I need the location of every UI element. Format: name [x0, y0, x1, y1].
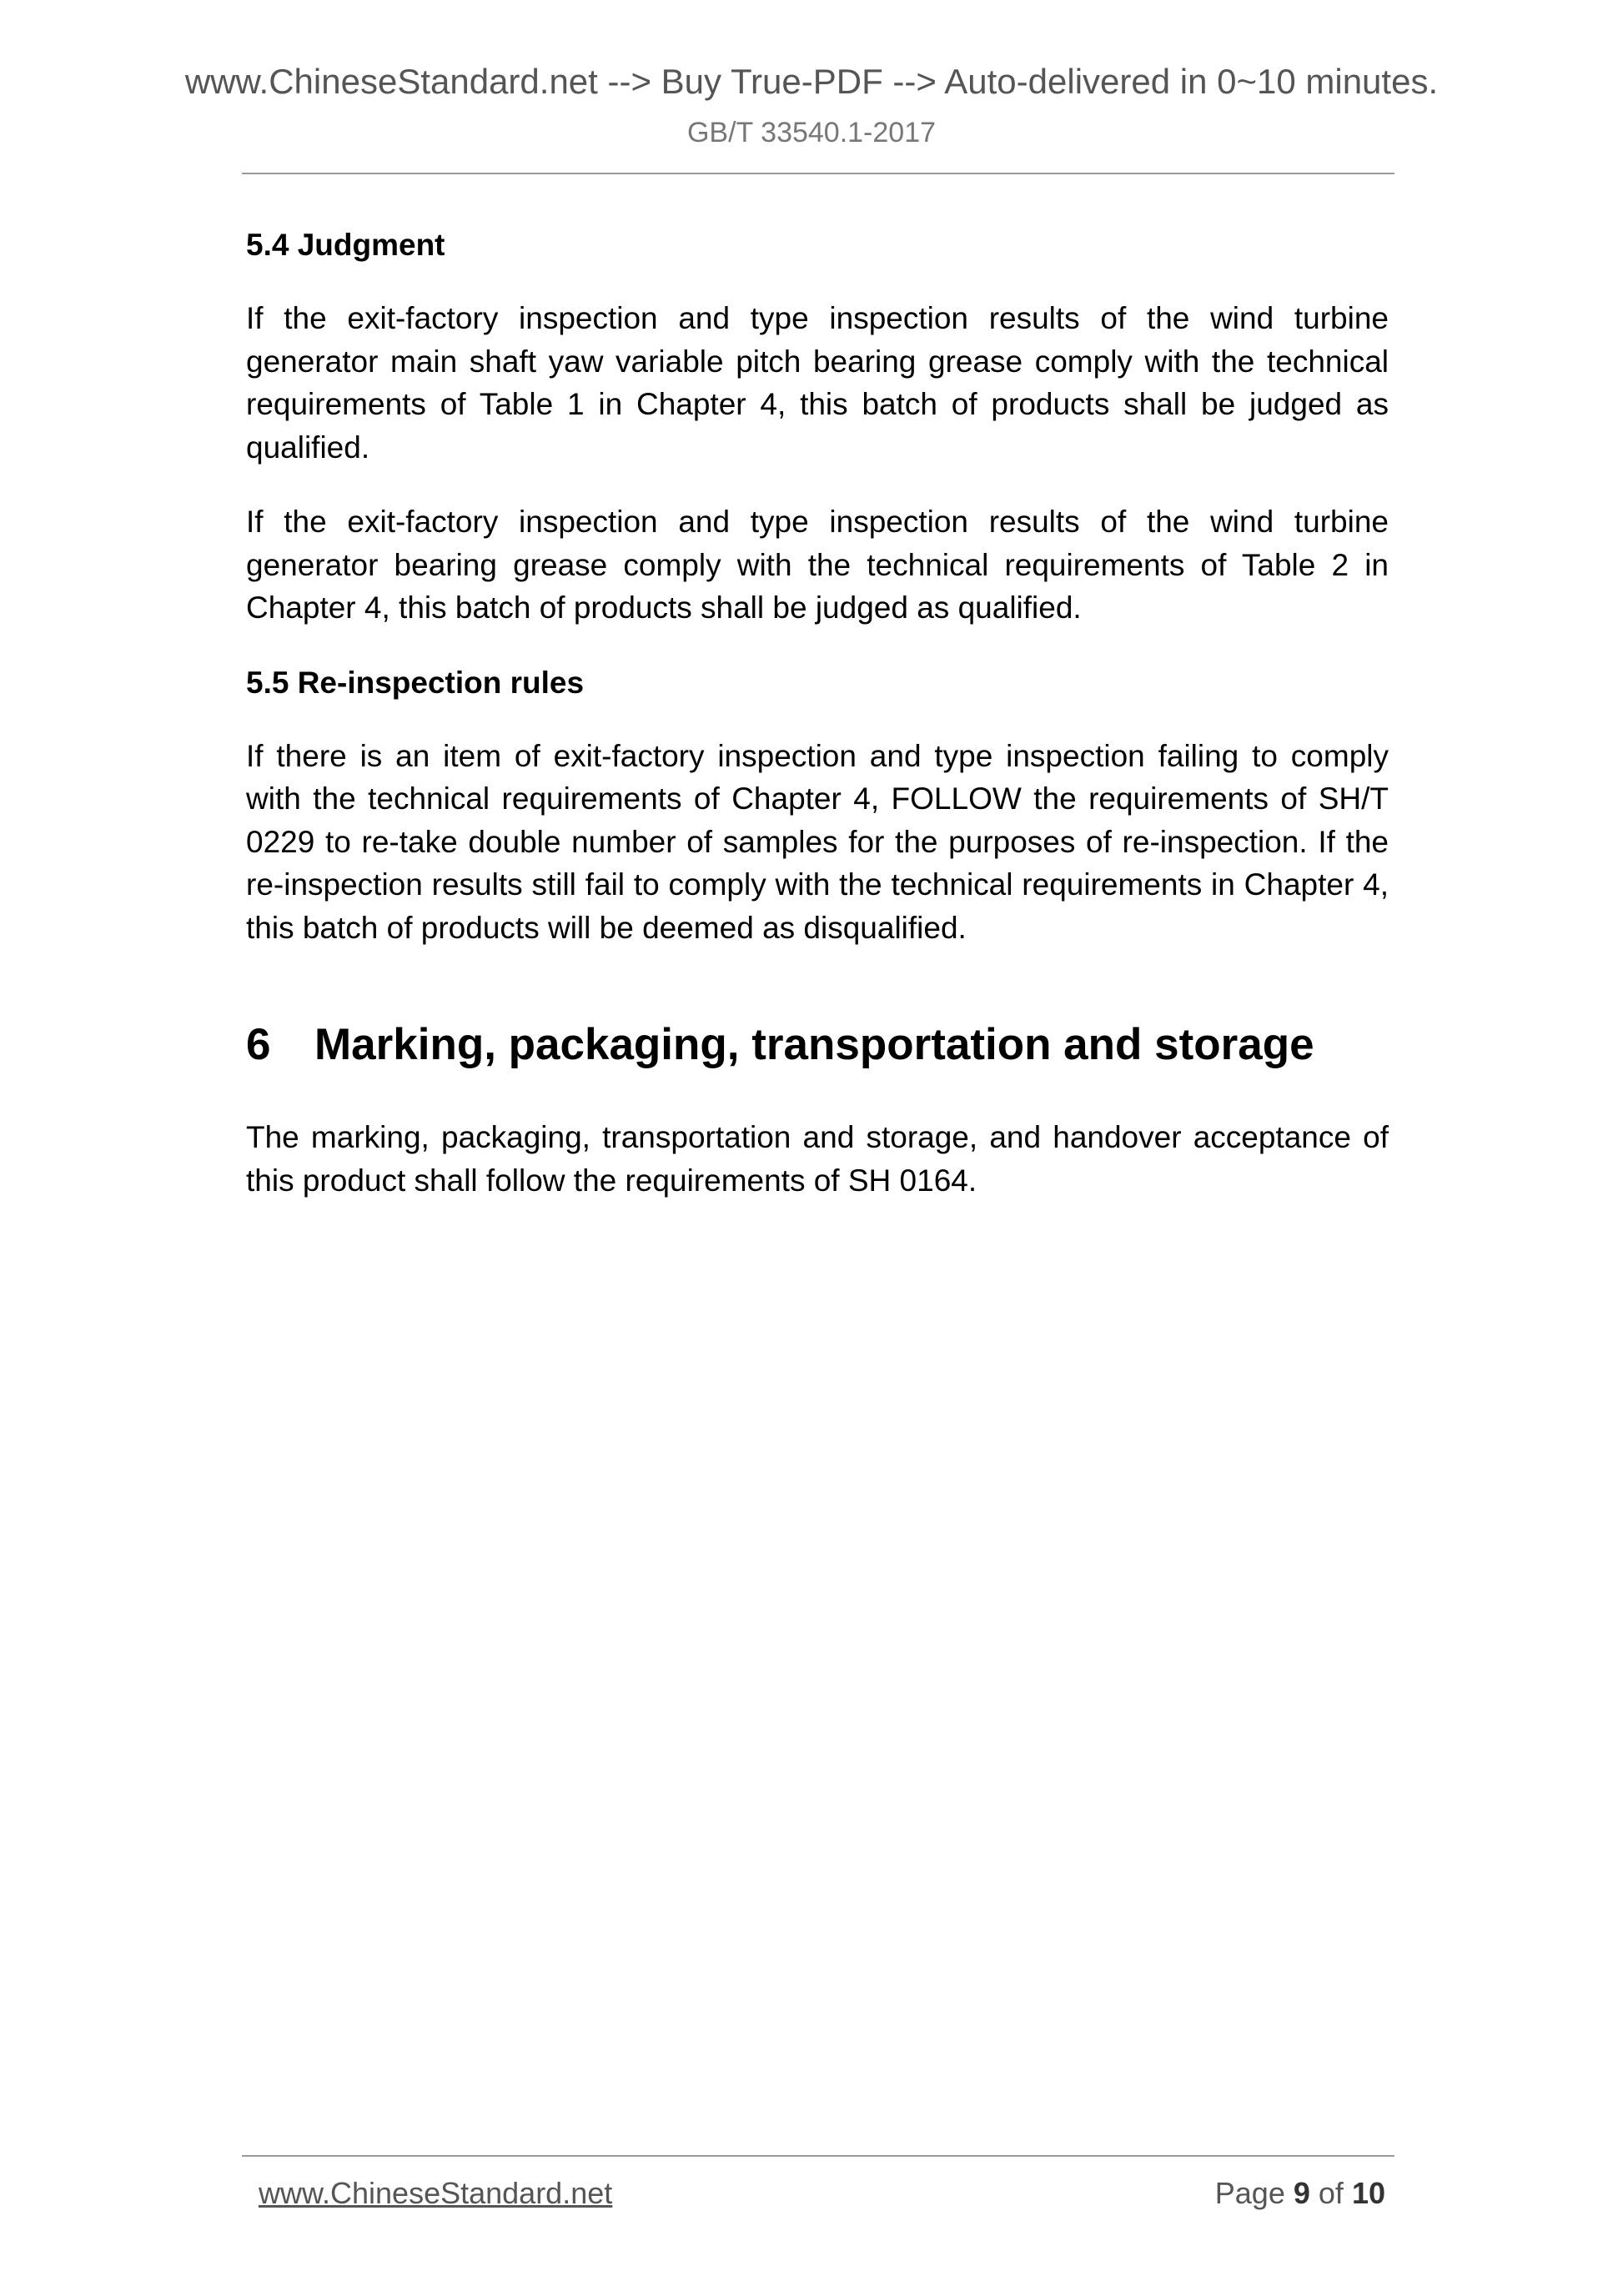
page-label: Page: [1214, 2176, 1285, 2210]
header-banner: www.ChineseStandard.net --> Buy True-PDF --> Auto-delivered in 0~10 minutes.: [184, 62, 1439, 101]
paragraph-5-5-1: If there is an item of exit-factory inspection and type inspection failing to comply with the technical requirements of Chapter 4, FOLLOW the requirements of SH/T 0229 to re-take double number of samples for the purposes of re-inspection. If the re-inspection results still fail to comply with the technical requirements in Chapter 4, this batch of products will be deemed as disqualified.: [246, 738, 1389, 945]
footer-divider: [242, 2155, 1394, 2157]
chapter-number: 6: [246, 1020, 271, 1069]
chapter-heading-6: [246, 1016, 1389, 1074]
header-divider: [242, 173, 1394, 174]
paragraph-5-4-1: If the exit-factory inspection and type inspection results of the wind turbine generator main shaft yaw variable pitch bearing grease comply with the technical requirements of Table 1 in Chapter 4, this batch of products shall be judged as qualified.: [246, 301, 1389, 465]
page-total: 10: [1351, 2176, 1385, 2210]
chapter-title: Marking, packaging, transportation and storage: [314, 1020, 1314, 1069]
page-of-label: of: [1318, 2176, 1344, 2210]
header-document-id: GB/T 33540.1-2017: [686, 117, 937, 148]
page-current: 9: [1293, 2176, 1310, 2210]
page-number: [1215, 2175, 1385, 2211]
section-heading-5-5: 5.5 Re-inspection rules: [246, 665, 585, 700]
page-content: [246, 224, 1389, 1233]
paragraph-5-4-2: If the exit-factory inspection and type inspection results of the wind turbine generator bearing grease comply with the technical requirements of Table 2 in Chapter 4, this batch of products shall be judged as qualified.: [246, 505, 1389, 625]
paragraph-6-1: The marking, packaging, transportation and storage, and handover acceptance of this product shall follow the requirements of SH 0164.: [246, 1120, 1389, 1198]
footer-website-link[interactable]: www.ChineseStandard.net: [259, 2176, 613, 2210]
section-heading-5-4: 5.4 Judgment: [246, 228, 445, 262]
